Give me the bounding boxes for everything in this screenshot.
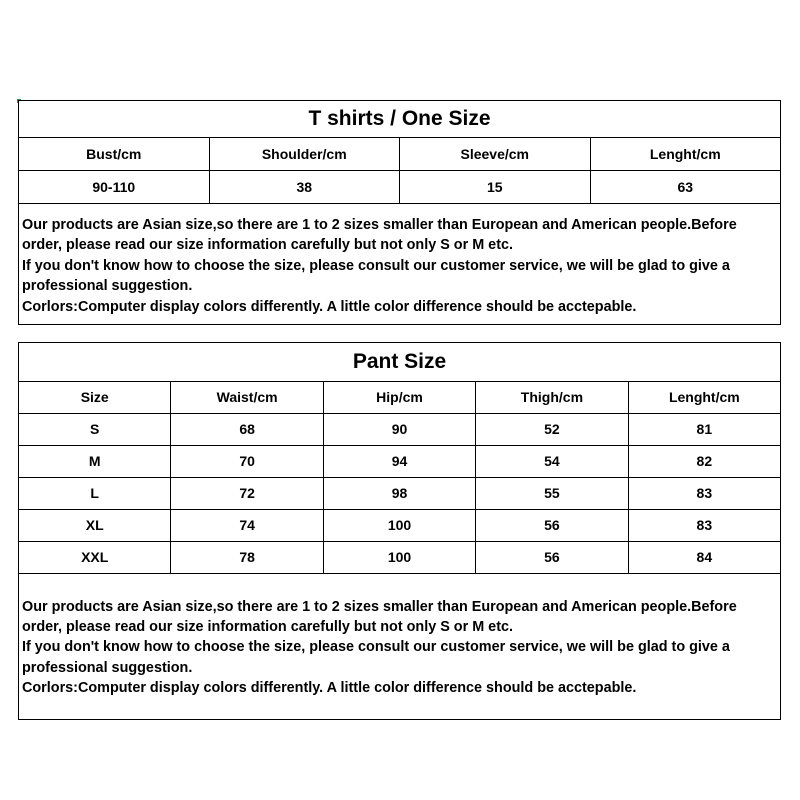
size-cell: XL bbox=[19, 510, 171, 541]
value-cell: 82 bbox=[696, 453, 713, 469]
value-cell: 83 bbox=[696, 517, 713, 533]
pant-size-notes bbox=[19, 574, 780, 698]
value-cell: 68 bbox=[171, 414, 323, 445]
size-cell: S bbox=[19, 414, 171, 445]
value-cell: 56 bbox=[476, 510, 628, 541]
size-cell: M bbox=[19, 446, 171, 477]
value-cell: 74 bbox=[171, 510, 323, 541]
value-cell: 94 bbox=[324, 446, 476, 477]
value-cell: 52 bbox=[476, 414, 628, 445]
header-cell: Waist/cm bbox=[171, 382, 323, 413]
pant-table-title: Pant Size bbox=[19, 343, 780, 382]
note-colors: Corlors:Computer display colors differently. A little color difference should be acctepable. bbox=[22, 679, 637, 696]
header-cell: Size bbox=[19, 382, 171, 413]
value-cell: 83 bbox=[696, 485, 713, 501]
tshirt-size-table bbox=[18, 100, 781, 325]
value-cell: 72 bbox=[171, 478, 323, 509]
value-cell: 63 bbox=[677, 179, 694, 195]
value-cell: 15 bbox=[400, 171, 591, 203]
header-cell: Lenght/cm bbox=[668, 389, 740, 405]
note-customer-service: If you don't know how to choose the size, please consult our customer service, we will be glad to give a professional suggestion. bbox=[22, 639, 730, 676]
tshirt-table-title: T shirts / One Size bbox=[19, 101, 780, 138]
value-cell: 98 bbox=[324, 478, 476, 509]
pant-size-table bbox=[18, 342, 781, 720]
header-cell: Lenght/cm bbox=[649, 146, 721, 162]
value-cell: 55 bbox=[476, 478, 628, 509]
table-row bbox=[19, 510, 780, 542]
value-cell: 54 bbox=[476, 446, 628, 477]
value-cell: 38 bbox=[210, 171, 401, 203]
value-cell: 56 bbox=[476, 542, 628, 573]
size-cell: XXL bbox=[19, 542, 171, 573]
value-cell: 100 bbox=[324, 542, 476, 573]
tshirt-header-row bbox=[19, 138, 780, 171]
pant-header-row bbox=[19, 382, 780, 414]
value-cell: 90-110 bbox=[19, 171, 210, 203]
value-cell: 70 bbox=[171, 446, 323, 477]
table-row bbox=[19, 446, 780, 478]
header-cell: Hip/cm bbox=[324, 382, 476, 413]
value-cell: 81 bbox=[696, 421, 713, 437]
header-cell: Sleeve/cm bbox=[400, 138, 591, 170]
value-cell: 100 bbox=[324, 510, 476, 541]
size-cell: L bbox=[19, 478, 171, 509]
note-customer-service: If you don't know how to choose the size, please consult our customer service, we will be glad to give a professional suggestion. bbox=[22, 257, 730, 295]
note-asian-size: Our products are Asian size,so there are 1 to 2 sizes smaller than European and American people.Before order, please read our size information carefully but not only S or M etc. bbox=[22, 599, 737, 636]
tshirt-size-notes bbox=[19, 204, 780, 317]
value-cell: 90 bbox=[324, 414, 476, 445]
header-cell: Thigh/cm bbox=[476, 382, 628, 413]
tshirt-value-row bbox=[19, 171, 780, 204]
header-cell: Shoulder/cm bbox=[210, 138, 401, 170]
table-row bbox=[19, 542, 780, 574]
note-colors: Corlors:Computer display colors differently. A little color difference should be acctepable. bbox=[22, 298, 637, 315]
table-row bbox=[19, 414, 780, 446]
table-row bbox=[19, 478, 780, 510]
header-cell: Bust/cm bbox=[19, 138, 210, 170]
value-cell: 78 bbox=[171, 542, 323, 573]
note-asian-size: Our products are Asian size,so there are 1 to 2 sizes smaller than European and American people.Before order, please read our size information carefully but not only S or M etc. bbox=[22, 217, 737, 254]
value-cell: 84 bbox=[696, 549, 713, 565]
